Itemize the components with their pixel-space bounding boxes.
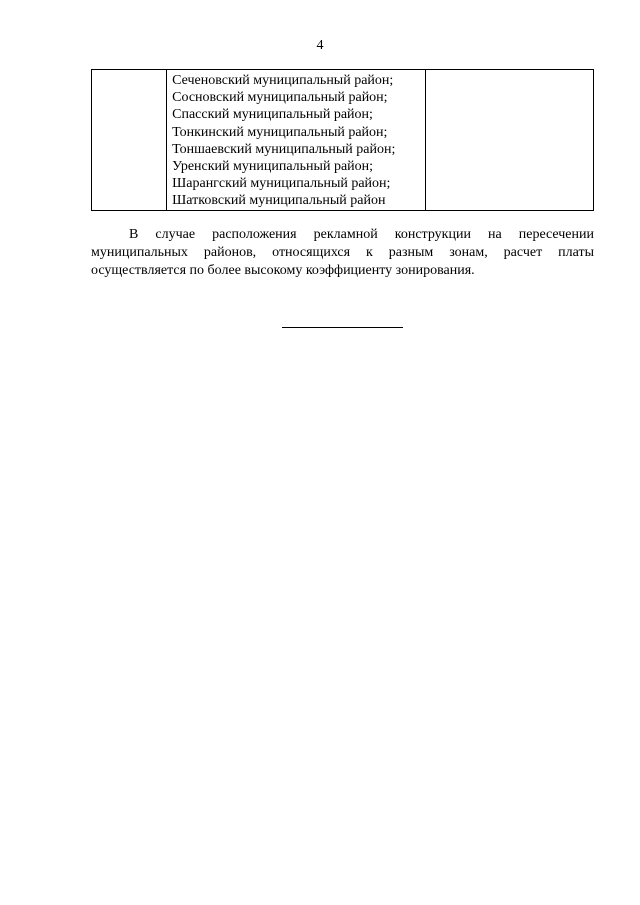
- table-row: [92, 70, 594, 211]
- district-item: Сосновский муниципальный район;: [172, 90, 388, 106]
- page-number: 4: [316, 38, 324, 53]
- zone-table: [91, 69, 594, 211]
- district-item: Шарангский муниципальный район;: [172, 176, 391, 192]
- zone-number-cell: [92, 70, 167, 211]
- district-item: Уренский муниципальный район;: [172, 159, 374, 175]
- district-item: Спасский муниципальный район;: [172, 107, 373, 123]
- district-item: Шатковский муниципальный район: [172, 193, 386, 209]
- districts-cell: [167, 70, 426, 211]
- district-list: [167, 70, 425, 210]
- district-item: Сеченовский муниципальный район;: [172, 73, 394, 88]
- coefficient-cell: [425, 70, 593, 211]
- end-of-document-rule: [282, 327, 403, 328]
- note-paragraph: В случае расположения рекламной конструкции на пересечении муниципальных районов, относящихся к разным зонам, расчет платы осуществляется по более высокому коэффициенту зонирования.: [91, 227, 594, 278]
- district-item: Тоншаевский муниципальный район;: [172, 141, 396, 157]
- district-item: Тонкинский муниципальный район;: [172, 124, 388, 140]
